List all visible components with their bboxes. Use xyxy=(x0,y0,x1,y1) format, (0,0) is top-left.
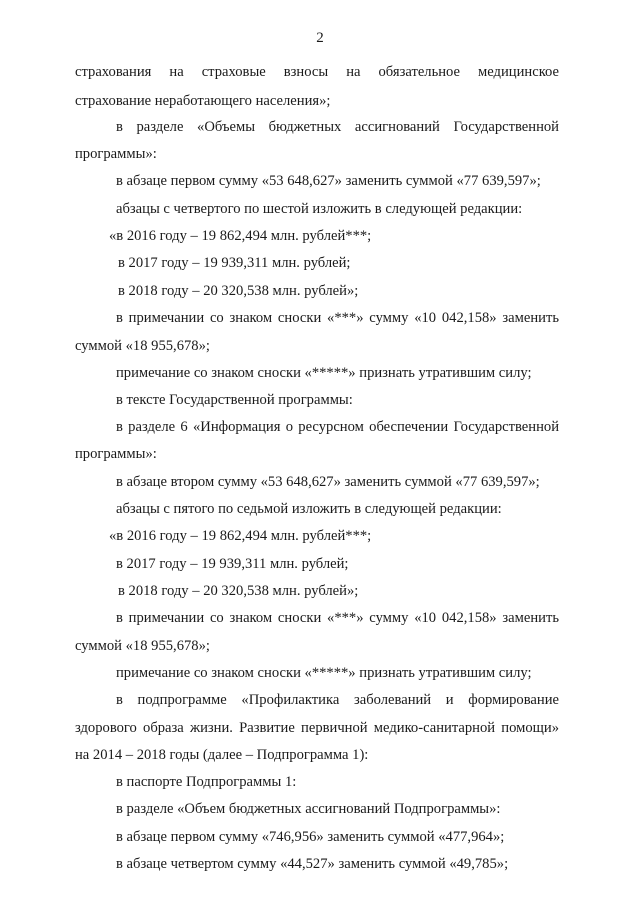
paragraph-line: страхования на страховые взносы на обязательное медицинское xyxy=(75,64,559,80)
paragraph-line: здорового образа жизни. Развитие первичной медико-санитарной помощи» xyxy=(75,720,559,736)
paragraph-line: страхование неработающего населения»; xyxy=(75,93,331,109)
paragraph-line: в абзаце первом сумму «53 648,627» заменить суммой «77 639,597»; xyxy=(116,173,541,189)
paragraph-line: «в 2016 году – 19 862,494 млн. рублей***; xyxy=(109,528,372,544)
paragraph-line: на 2014 – 2018 годы (далее – Подпрограмма 1): xyxy=(75,747,369,763)
paragraph-line: в подпрограмме «Профилактика заболеваний и формирование xyxy=(116,692,559,708)
paragraph-line: в 2017 году – 19 939,311 млн. рублей; xyxy=(118,255,351,271)
paragraph-line: в паспорте Подпрограммы 1: xyxy=(116,774,297,790)
page-number: 2 xyxy=(316,30,324,46)
paragraph-line: в 2018 году – 20 320,538 млн. рублей»; xyxy=(118,583,359,599)
paragraph-line: суммой «18 955,678»; xyxy=(75,638,210,654)
paragraph-line: абзацы с четвертого по шестой изложить в следующей редакции: xyxy=(116,201,523,217)
paragraph-line: «в 2016 году – 19 862,494 млн. рублей***; xyxy=(109,228,372,244)
paragraph-line: в абзаце первом сумму «746,956» заменить суммой «477,964»; xyxy=(116,829,505,845)
paragraph-line: абзацы с пятого по седьмой изложить в следующей редакции: xyxy=(116,501,502,517)
paragraph-line: в разделе 6 «Информация о ресурсном обеспечении Государственной xyxy=(116,419,559,435)
paragraph-line: суммой «18 955,678»; xyxy=(75,338,210,354)
paragraph-line: программы»: xyxy=(75,146,157,162)
paragraph-line: в разделе «Объем бюджетных ассигнований Подпрограммы»: xyxy=(116,801,501,817)
paragraph-line: программы»: xyxy=(75,446,157,462)
paragraph-line: в тексте Государственной программы: xyxy=(116,392,353,408)
paragraph-line: примечание со знаком сноски «*****» признать утратившим силу; xyxy=(116,365,532,381)
paragraph-line: в абзаце втором сумму «53 648,627» заменить суммой «77 639,597»; xyxy=(116,474,540,490)
paragraph-line: примечание со знаком сноски «*****» признать утратившим силу; xyxy=(116,665,532,681)
paragraph-line: в абзаце четвертом сумму «44,527» заменить суммой «49,785»; xyxy=(116,856,509,872)
paragraph-line: в 2017 году – 19 939,311 млн. рублей; xyxy=(116,556,349,572)
paragraph-line: в примечании со знаком сноски «***» сумму «10 042,158» заменить xyxy=(116,610,559,626)
paragraph-line: в 2018 году – 20 320,538 млн. рублей»; xyxy=(118,283,359,299)
paragraph-line: в примечании со знаком сноски «***» сумму «10 042,158» заменить xyxy=(116,310,559,326)
paragraph-line: в разделе «Объемы бюджетных ассигнований Государственной xyxy=(116,119,559,135)
